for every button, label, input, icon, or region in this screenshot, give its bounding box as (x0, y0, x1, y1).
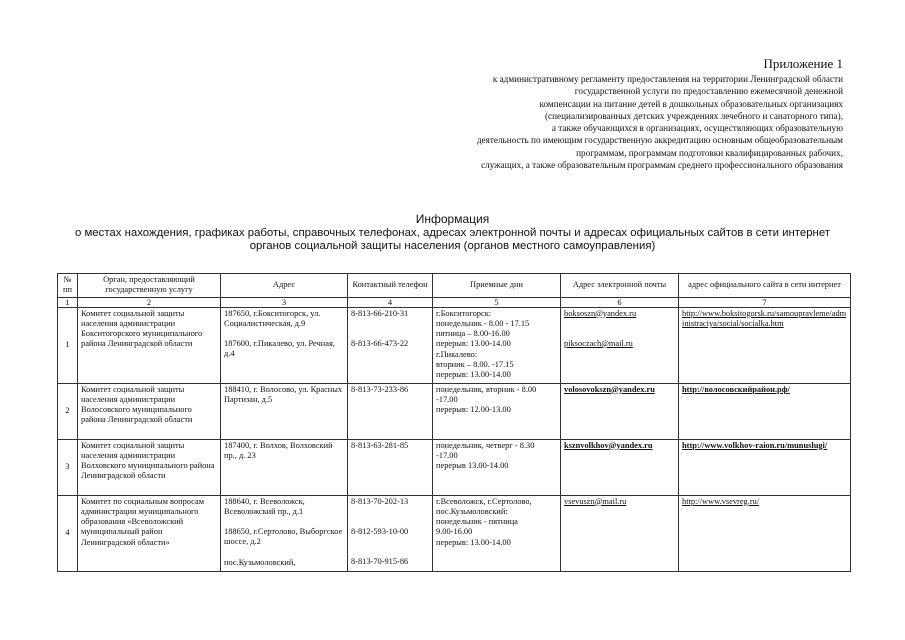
email-link[interactable]: volosovokszn@yandex.ru (564, 384, 655, 394)
address-line: 188650, г.Сертолово, Выборгское шоссе, д.2 (224, 527, 343, 547)
table-row (58, 495, 851, 571)
column-number-row (58, 297, 851, 307)
column-number: 5 (433, 297, 561, 307)
column-number: 6 (561, 297, 679, 307)
days-cell (433, 383, 561, 439)
appendix-line: программам, программам подготовки квалифицированных рабочих, (576, 147, 843, 158)
site-link[interactable]: http://www.volkhov-raion.ru/munuslugi/ (682, 440, 828, 450)
email-link[interactable]: vsevuszn@mail.ru (564, 496, 627, 506)
address-cell (221, 495, 348, 571)
email-link[interactable]: boksoszn@yandex.ru (564, 308, 637, 318)
phone-cell: 8-813-73-233-86 (348, 383, 433, 439)
address-cell: 188410, г. Волосово, ул. Красных Партизан, д.5 (221, 383, 348, 439)
column-number: 1 (58, 297, 78, 307)
phone-number: 8-813-70-202-13 (351, 496, 409, 506)
info-subtitle-2: органов социальной защиты населения (органов местного самоуправления) (249, 240, 656, 253)
info-heading (0, 213, 905, 254)
row-number: 1 (58, 307, 78, 383)
table-row (58, 383, 851, 439)
days-cell (433, 495, 561, 571)
appendix-line: а также обучающихся в организациях, осуществляющих образовательную (551, 123, 843, 134)
days-line: перерыв: 13.00-14.00 (436, 537, 511, 547)
days-line: понедельник, вторник - 8.00 -17.00 (436, 384, 537, 404)
email-link[interactable]: piksoczach@mail.ru (564, 338, 633, 348)
days-line: перерыв: 12.00-13.00 (436, 405, 511, 415)
header-site: адрес официального сайта в сети интернет (679, 274, 851, 298)
days-cell (433, 439, 561, 495)
organ-name: Комитет социальной защиты населения администрации Волховского муниципального района Ленинградской области (78, 439, 221, 495)
address-line: 187600, г.Пикалево, ул. Речная, д.4 (224, 339, 335, 359)
days-line: вторник – 8.00. -17.15 (436, 360, 514, 370)
site-cell (679, 495, 851, 571)
days-line: понедельник - пятница (436, 517, 518, 527)
address-cell: 187400, г. Волхов, Волховский пр., д. 23 (221, 439, 348, 495)
site-cell (679, 383, 851, 439)
appendix-line: государственной услуги по предоставлению ежемесячной денежной (574, 86, 843, 97)
header-num: № пп (58, 274, 78, 298)
column-number: 7 (679, 297, 851, 307)
appendix-line: служащих, а также образовательным программам среднего профессионального образования (481, 160, 843, 171)
address-line: 188640, г. Всеволожск, Всеволожский пр., д.1 (224, 496, 305, 516)
header-email: Адрес электронной почты (561, 274, 679, 298)
address-line: 187650, г.Бокситогорск, ул. Социалистическая, д.9 (224, 308, 321, 328)
days-line: перерыв: 13.00-14.00 (436, 339, 511, 349)
phone-number: 8-813-70-915-86 (351, 557, 409, 567)
email-cell (561, 307, 679, 383)
appendix-line: компенсации на питание детей в дошкольных образовательных организациях (539, 98, 843, 109)
header-address: Адрес (221, 274, 348, 298)
site-link[interactable]: http://www.boksitogorsk.ru/samoupravleme/administraciya/social/socialka.htm (682, 308, 847, 328)
phone-cell (348, 307, 433, 383)
phone-cell: 8-813-63-281-85 (348, 439, 433, 495)
site-link[interactable]: http://волосовскийрайон.рф/ (682, 384, 790, 394)
days-line: 9.00-16.00 (436, 527, 473, 537)
header-organ: Орган, предоставляющий государственную услугу (78, 274, 221, 298)
column-number: 2 (78, 297, 221, 307)
organ-name: Комитет социальной защиты населения администрации Бокситогорского муниципального района Ленинградской области (78, 307, 221, 383)
appendix-line: к административному регламенту предоставления на территории Ленинградской области (492, 74, 843, 84)
info-title: Информация (415, 212, 490, 226)
row-number: 4 (58, 495, 78, 571)
email-cell (561, 383, 679, 439)
phone-number: 8-813-66-210-31 (351, 308, 409, 318)
days-cell (433, 307, 561, 383)
header-phone: Контактный телефон (348, 274, 433, 298)
appendix-title: Приложение 1 (763, 56, 843, 71)
phone-cell (348, 495, 433, 571)
days-line: г.Всеволожск, г.Сертолово, пос.Кузьмоловский: (436, 496, 532, 516)
days-line: понедельник - 8.00 - 17.15 (436, 318, 530, 328)
days-line: понедельник, четверг - 8.30 -17.00 (436, 440, 535, 460)
organ-name: Комитет по социальным вопросам администрации муниципального образования «Всеволожский муниципальный район Ленинградской области» (78, 495, 221, 571)
site-cell (679, 439, 851, 495)
table-row (58, 439, 851, 495)
column-number: 4 (348, 297, 433, 307)
row-number: 3 (58, 439, 78, 495)
days-line: пятница – 8.00-16.00 (436, 329, 510, 339)
days-line: перерыв: 13.00-14.00 (436, 370, 511, 380)
organ-name: Комитет социальной защиты населения администрации Волосовского муниципального района Ленинградской области (78, 383, 221, 439)
days-line: г.Пикалево: (436, 349, 478, 359)
table-row (58, 307, 851, 383)
days-line: г.Бокситогорск: (436, 308, 492, 318)
column-number: 3 (221, 297, 348, 307)
info-subtitle: о местах нахождения, графиках работы, справочных телефонах, адресах электронной почты и адресах официальных сайтов в сети интернет (74, 226, 831, 239)
site-cell (679, 307, 851, 383)
phone-number: 8-813-66-473-22 (351, 338, 409, 348)
email-link[interactable]: ksznvolkhov@yandex.ru (564, 440, 653, 450)
organs-table (57, 273, 851, 572)
address-line: пос.Кузьмоловский, (224, 557, 296, 567)
appendix-subtitle (323, 73, 843, 171)
site-link[interactable]: http://www.vsevreg.ru/ (682, 496, 760, 506)
table-header-row (58, 274, 851, 298)
phone-number: 8-812-593-10-00 (351, 526, 409, 536)
header-days: Приемные дни (433, 274, 561, 298)
appendix-line: (специализированных детских учреждениях лечебного и санаторного типа), (544, 110, 843, 121)
address-cell (221, 307, 348, 383)
email-cell (561, 439, 679, 495)
appendix-line: деятельность по имеющим государственную аккредитацию основным общеобразовательным (476, 135, 843, 146)
days-line: перерыв 13.00-14.00 (436, 461, 509, 471)
email-cell (561, 495, 679, 571)
row-number: 2 (58, 383, 78, 439)
